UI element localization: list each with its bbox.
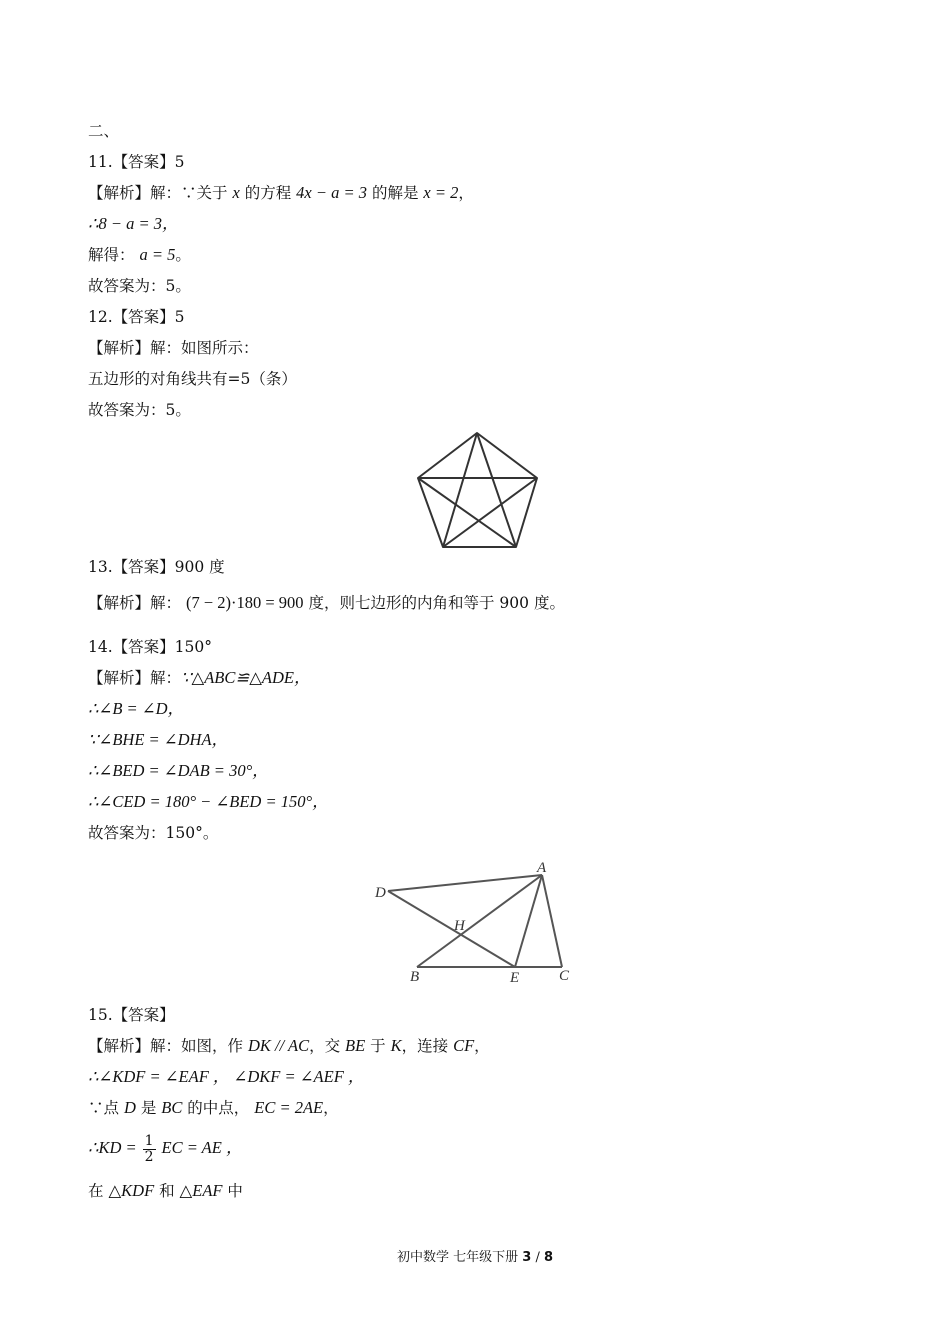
q15-g: ，连接 — [401, 1037, 449, 1055]
q11-analysis-pre: 【解析】解：∵关于 — [88, 184, 228, 202]
footer-page: 3 — [522, 1250, 532, 1265]
q15-line4 — [88, 1180, 243, 1202]
q15-l2-d: D — [123, 1098, 136, 1117]
q14-line1: ∴∠B = ∠D， — [88, 699, 185, 718]
segment-BA — [417, 875, 542, 967]
q15-l3-pre: ∴KD = — [88, 1138, 137, 1157]
section-heading: 二、 — [88, 122, 120, 140]
footer-sep: / — [535, 1250, 540, 1265]
q11-analysis — [88, 182, 474, 204]
q13-analysis — [88, 592, 565, 614]
footer-total: 8 — [543, 1250, 554, 1265]
q11-mid: 的方程 — [244, 184, 292, 202]
label-C: C — [559, 968, 570, 984]
q14-line5: 故答案为：150°。 — [88, 824, 219, 842]
fraction-denominator: 2 — [144, 1148, 154, 1165]
label-H: H — [454, 918, 465, 934]
q15-a: 【解析】解：如图，作 — [88, 1037, 244, 1055]
q11-x: x — [232, 183, 240, 202]
q15-l2-mid2: 的中点， — [187, 1099, 250, 1117]
page-footer — [0, 1246, 950, 1265]
q15-l4-mid: 和 — [159, 1182, 175, 1200]
q15-d: BE — [345, 1036, 366, 1055]
pentagon-diagonal — [418, 478, 516, 547]
q15-l4-t1: △KDF — [108, 1181, 155, 1200]
q15-l2-bc: BC — [161, 1098, 183, 1117]
q12-line2: 五边形的对角线共有=5（条） — [88, 370, 297, 388]
label-D: D — [375, 885, 386, 901]
segment-DE — [388, 891, 515, 967]
q15-b: DK // AC — [247, 1036, 310, 1055]
q11-line3 — [88, 244, 191, 266]
label-B: B — [410, 969, 420, 985]
q13-analysis-pre: 【解析】解： — [88, 594, 182, 612]
q15-line1: ∴∠KDF = ∠EAF ， ∠DKF = ∠AEF ， — [88, 1067, 365, 1086]
q11-line2: ∴8 − a = 3， — [88, 214, 179, 233]
pentagon-diagonal — [443, 433, 477, 547]
segment-DA — [388, 875, 542, 891]
q11-mid2: 的解是 — [371, 184, 419, 202]
segment-AC — [542, 875, 562, 967]
q15-f: K — [390, 1036, 402, 1055]
q11-line4: 故答案为：5。 — [88, 277, 191, 295]
pentagon-diagonal — [477, 433, 516, 547]
q15-l3-post: EC = AE ， — [161, 1138, 243, 1157]
segment-AE — [515, 875, 542, 967]
q14-congruence: ∵△ABC≌△ADE， — [181, 668, 311, 687]
pentagon-figure — [410, 428, 545, 553]
label-A: A — [537, 860, 547, 876]
q14-answer: 14.【答案】150° — [88, 638, 212, 656]
q15-l2-mid: 是 — [140, 1099, 157, 1117]
pentagon-diagonal — [443, 478, 537, 547]
q14-line3: ∴∠BED = ∠DAB = 30°， — [88, 761, 269, 780]
triangle-figure — [365, 855, 585, 990]
q14-analysis — [88, 667, 310, 689]
q15-l2-end: ， — [323, 1099, 339, 1117]
q15-l4-end: 中 — [227, 1182, 243, 1200]
q11-answer: 11.【答案】5 — [88, 153, 185, 171]
fraction-one-half — [143, 1134, 156, 1165]
q11-line3-end: 。 — [175, 246, 191, 264]
q15-l2-pre: ∵点 — [88, 1099, 120, 1117]
fraction-numerator: 1 — [144, 1132, 154, 1149]
footer-title: 初中数学 七年级下册 — [396, 1250, 519, 1265]
q15-i: ， — [474, 1037, 490, 1055]
q11-end: ， — [458, 184, 474, 202]
q15-l4-t2: △EAF — [179, 1181, 223, 1200]
q15-l4-pre: 在 — [88, 1182, 104, 1200]
q14-line2: ∵∠BHE = ∠DHA， — [88, 730, 229, 749]
q15-l2-eq: EC = 2AE — [254, 1098, 324, 1117]
q15-e: 于 — [370, 1037, 386, 1055]
q12-line3: 故答案为：5。 — [88, 401, 191, 419]
q11-line3-math: a = 5 — [139, 245, 176, 264]
q14-analysis-pre: 【解析】解： — [88, 669, 182, 687]
q11-solution: x = 2 — [423, 183, 459, 202]
q15-line2 — [88, 1097, 339, 1119]
q14-line4: ∴∠CED = 180° − ∠BED = 150°， — [88, 792, 329, 811]
q15-analysis — [88, 1035, 490, 1057]
q11-equation: 4x − a = 3 — [296, 183, 368, 202]
q15-h: CF — [453, 1036, 475, 1055]
q15-answer: 15.【答案】 — [88, 1006, 175, 1024]
q15-line3 — [88, 1128, 242, 1168]
q12-analysis: 【解析】解：如图所示： — [88, 339, 259, 357]
q13-formula: (7 − 2)·180 = 900 — [185, 593, 304, 612]
q13-answer: 13.【答案】900 度 — [88, 558, 225, 576]
q11-line3-pre: 解得： — [88, 246, 135, 264]
q15-c: ，交 — [309, 1037, 341, 1055]
label-E: E — [510, 970, 520, 986]
q12-answer: 12.【答案】5 — [88, 308, 185, 326]
q13-analysis-end: 度，则七边形的内角和等于 900 度。 — [308, 594, 565, 612]
